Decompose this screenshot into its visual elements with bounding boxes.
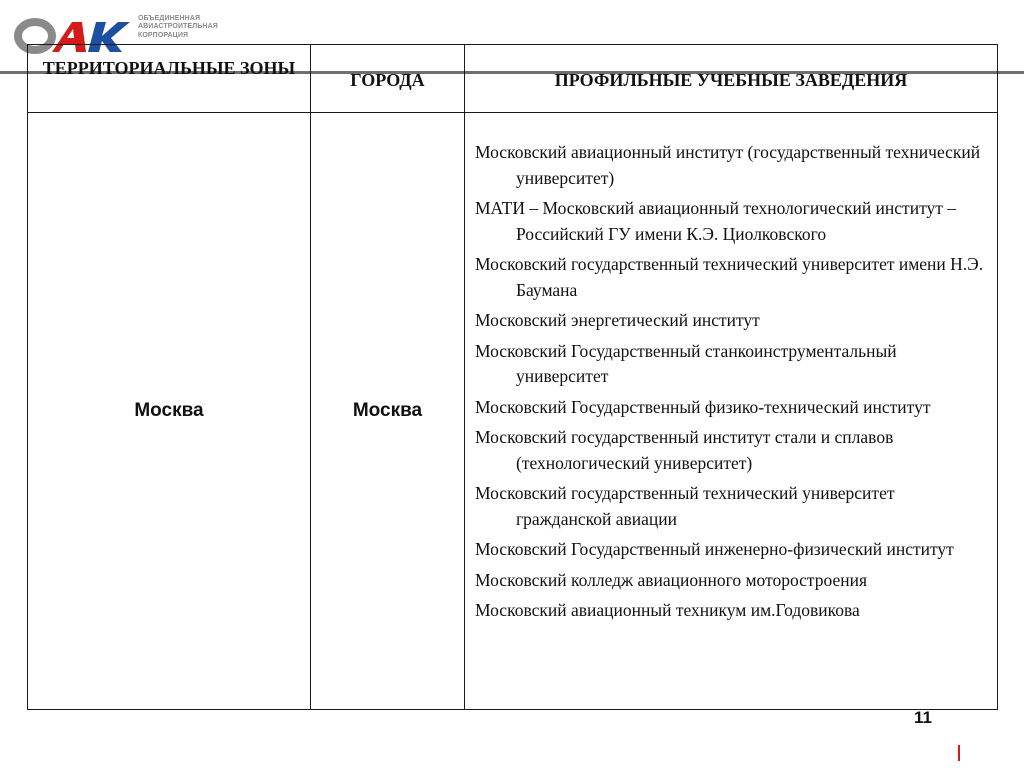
list-item: Московский авиационный институт (государственный технический университет): [475, 142, 981, 188]
list-item: МАТИ – Московский авиационный технологический институт – Российский ГУ имени К.Э. Циолковского: [475, 198, 957, 244]
list-item: Московский авиационный техникум им.Годовикова: [475, 600, 860, 620]
table-header-row: [28, 45, 998, 113]
logo-line-1: ОБЪЕДИНЕННАЯ: [138, 15, 201, 22]
header-cities: ГОРОДА: [311, 45, 465, 113]
header-institutions: ПРОФИЛЬНЫЕ УЧЕБНЫЕ ЗАВЕДЕНИЯ: [465, 45, 998, 113]
institutions-list: [475, 140, 987, 624]
logo-line-2: АВИАСТРОИТЕЛЬНАЯ: [138, 23, 218, 31]
logo-caption: [138, 15, 228, 40]
red-accent-mark: [958, 745, 960, 761]
list-item: Московский Государственный физико-технический институт: [475, 396, 931, 417]
list-item: Московский энергетический институт: [475, 310, 760, 330]
list-item: Московский государственный институт стали и сплавов (технологический университет): [475, 427, 894, 473]
header-territorial-zones: ТЕРРИТОРИАЛЬНЫЕ ЗОНЫ: [28, 45, 311, 113]
logo-line-3: КОРПОРАЦИЯ: [138, 31, 189, 39]
list-item: Московский государственный технический университет имени Н.Э. Баумана: [475, 254, 984, 300]
city-cell: Москва: [311, 113, 465, 710]
institutions-cell: [465, 113, 998, 710]
zone-cell: Москва: [28, 113, 311, 710]
list-item: Московский Государственный станкоинструментальный университет: [475, 340, 897, 386]
page-number: 11: [914, 708, 932, 727]
table-row: [28, 113, 998, 710]
education-table: [27, 44, 998, 710]
list-item: Московский колледж авиационного моторостроения: [475, 569, 868, 590]
list-item: Московский государственный технический университет гражданской авиации: [475, 483, 895, 529]
list-item: Московский Государственный инженерно-физический институт: [475, 539, 954, 559]
